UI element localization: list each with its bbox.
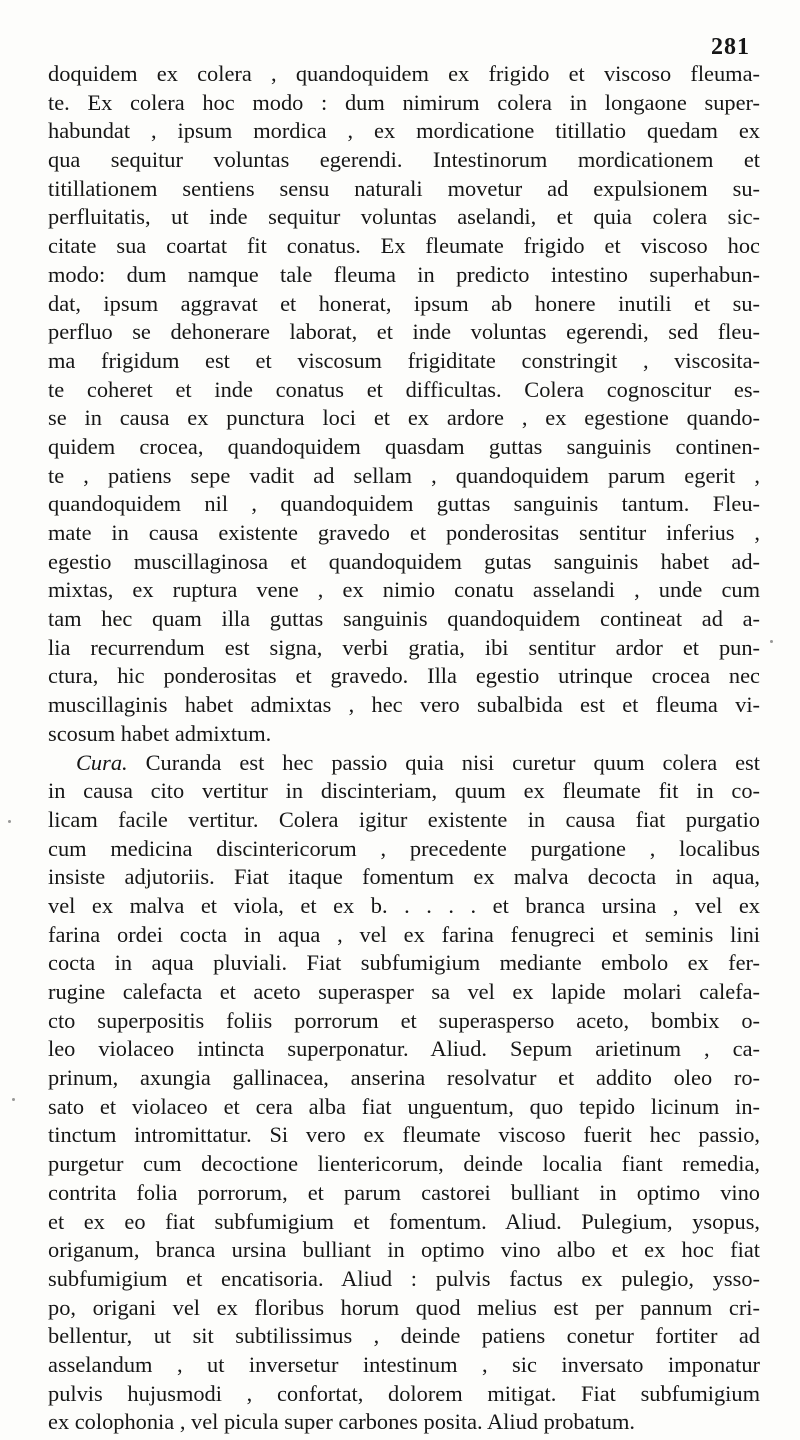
text-line: citate sua coartat fit conatus. Ex fleumate frigido et viscoso hoc — [48, 233, 760, 259]
text-line: subfumigium et encatisoria. Aliud : pulvis factus ex pulegio, ysso- — [48, 1265, 760, 1291]
text-line: rugine calefacta et aceto superasper sa vel ex lapide molari calefa- — [48, 979, 760, 1004]
text-line: farina ordei cocta in aqua , vel ex farina fenugreci et seminis lini — [48, 921, 760, 947]
text-line: cum medicina discintericorum , precedente purgatione , localibus — [48, 835, 760, 861]
cura-first-line-text: Curanda est hec passio quia nisi curetur quum colera est — [127, 749, 760, 775]
text-line: prinum, axungia gallinacea, anserina resolvatur et addito oleo ro- — [48, 1065, 760, 1091]
cura-label: Cura. — [76, 749, 128, 775]
text-line: cocta in aqua pluviali. Fiat subfumigium mediante embolo ex fer- — [48, 950, 760, 976]
text-line: tinctum intromittatur. Si vero ex fleumate viscoso fuerit hec passio, — [48, 1122, 760, 1148]
paragraph-last-line: scosum habet admixtum. — [48, 720, 272, 746]
page-number: 281 — [711, 34, 750, 60]
text-line: mate in causa existente gravedo et ponderositas sentitur inferius , — [48, 520, 760, 545]
text-line: in causa cito vertitur in discinteriam, quum ex fleumate fit in co- — [48, 778, 760, 804]
text-line: ma frigidum est et viscosum frigiditate constringit , viscosita- — [48, 347, 760, 373]
text-line: dat, ipsum aggravat et honerat, ipsum ab honere inutili et su- — [48, 290, 760, 316]
cura-heading-line — [48, 749, 760, 778]
text-line: bellentur, ut sit subtilissimus , deinde patiens conetur fortiter ad — [48, 1323, 760, 1349]
text-line: leo violaceo intincta superponatur. Aliud. Sepum arietinum , ca- — [48, 1036, 760, 1062]
text-line: te. Ex colera hoc modo : dum nimirum colera in longaone super- — [48, 89, 760, 115]
text-line: licam facile vertitur. Colera igitur existente in causa fiat purgatio — [48, 806, 760, 832]
text-line: perfluitatis, ut inde sequitur voluntas aselandi, et quia colera sic- — [48, 204, 760, 230]
scan-speck — [12, 1098, 15, 1101]
text-line: ctura, hic ponderositas et gravedo. Illa egestio utrinque crocea nec — [48, 663, 760, 689]
text-line: vel ex malva et viola, et ex b. . . . . et branca ursina , vel ex — [48, 892, 760, 918]
text-line: lia recurrendum est signa, verbi gratia, ibi sentitur ardor et pun- — [48, 634, 760, 660]
text-line: titillationem sentiens sensu naturali movetur ad expulsionem su- — [48, 175, 760, 201]
text-line: asselandum , ut inversetur intestinum , sic inversato imponatur — [48, 1351, 760, 1377]
scan-speck — [770, 640, 773, 643]
text-line: origanum, branca ursina bulliant in optimo vino albo et ex hoc fiat — [48, 1237, 760, 1263]
text-line: mixtas, ex ruptura vene , ex nimio conatu asselandi , unde cum — [48, 577, 760, 603]
text-line: se in causa ex punctura loci et ex ardore , ex egestione quando- — [48, 405, 760, 431]
text-line: po, origani vel ex floribus horum quod melius est per pannum cri- — [48, 1294, 760, 1320]
text-line: modo: dum namque tale fleuma in predicto intestino superhabun- — [48, 261, 760, 287]
text-line: insiste adjutoriis. Fiat itaque fomentum ex malva decocta in aqua, — [48, 864, 760, 890]
text-line: doquidem ex colera , quandoquidem ex frigido et viscoso fleuma- — [48, 61, 760, 86]
text-line: te , patiens sepe vadit ad sellam , quandoquidem parum egerit , — [48, 462, 760, 488]
text-line: et ex eo fiat subfumigium et fomentum. Aliud. Pulegium, ysopus, — [48, 1208, 760, 1234]
page-last-line: ex colophonia , vel picula super carbones posita. Aliud probatum. — [48, 1409, 635, 1435]
text-line: egestio muscillaginosa et quandoquidem gutas sanguinis habet ad- — [48, 548, 760, 574]
body-text — [48, 60, 760, 1437]
text-line: sato et violaceo et cera alba fiat unguentum, quo tepido licinum in- — [48, 1093, 760, 1119]
scan-speck — [8, 820, 11, 823]
text-line: habundat , ipsum mordica , ex mordicatione titillatio quedam ex — [48, 118, 760, 144]
text-line: perfluo se dehonerare laborat, et inde voluntas egerendi, sed fleu- — [48, 319, 760, 345]
text-line: quandoquidem nil , quandoquidem guttas sanguinis tantum. Fleu- — [48, 491, 760, 517]
text-line: purgetur cum decoctione lientericorum, deinde localia fiant remedia, — [48, 1151, 760, 1177]
text-line: tam hec quam illa guttas sanguinis quandoquidem contineat ad a- — [48, 606, 760, 632]
text-line: pulvis hujusmodi , confortat, dolorem mitigat. Fiat subfumigium — [48, 1380, 760, 1406]
text-line: qua sequitur voluntas egerendi. Intestinorum mordicationem et — [48, 147, 760, 173]
text-line: quidem crocea, quandoquidem quasdam guttas sanguinis continen- — [48, 433, 760, 459]
text-line: cto superpositis foliis porrorum et superasperso aceto, bombix o- — [48, 1007, 760, 1033]
text-line: te coheret et inde conatus et difficultas. Colera cognoscitur es- — [48, 376, 760, 402]
text-line: muscillaginis habet admixtas , hec vero subalbida est et fleuma vi- — [48, 692, 760, 718]
text-line: contrita folia porrorum, et parum castorei bulliant in optimo vino — [48, 1179, 760, 1205]
